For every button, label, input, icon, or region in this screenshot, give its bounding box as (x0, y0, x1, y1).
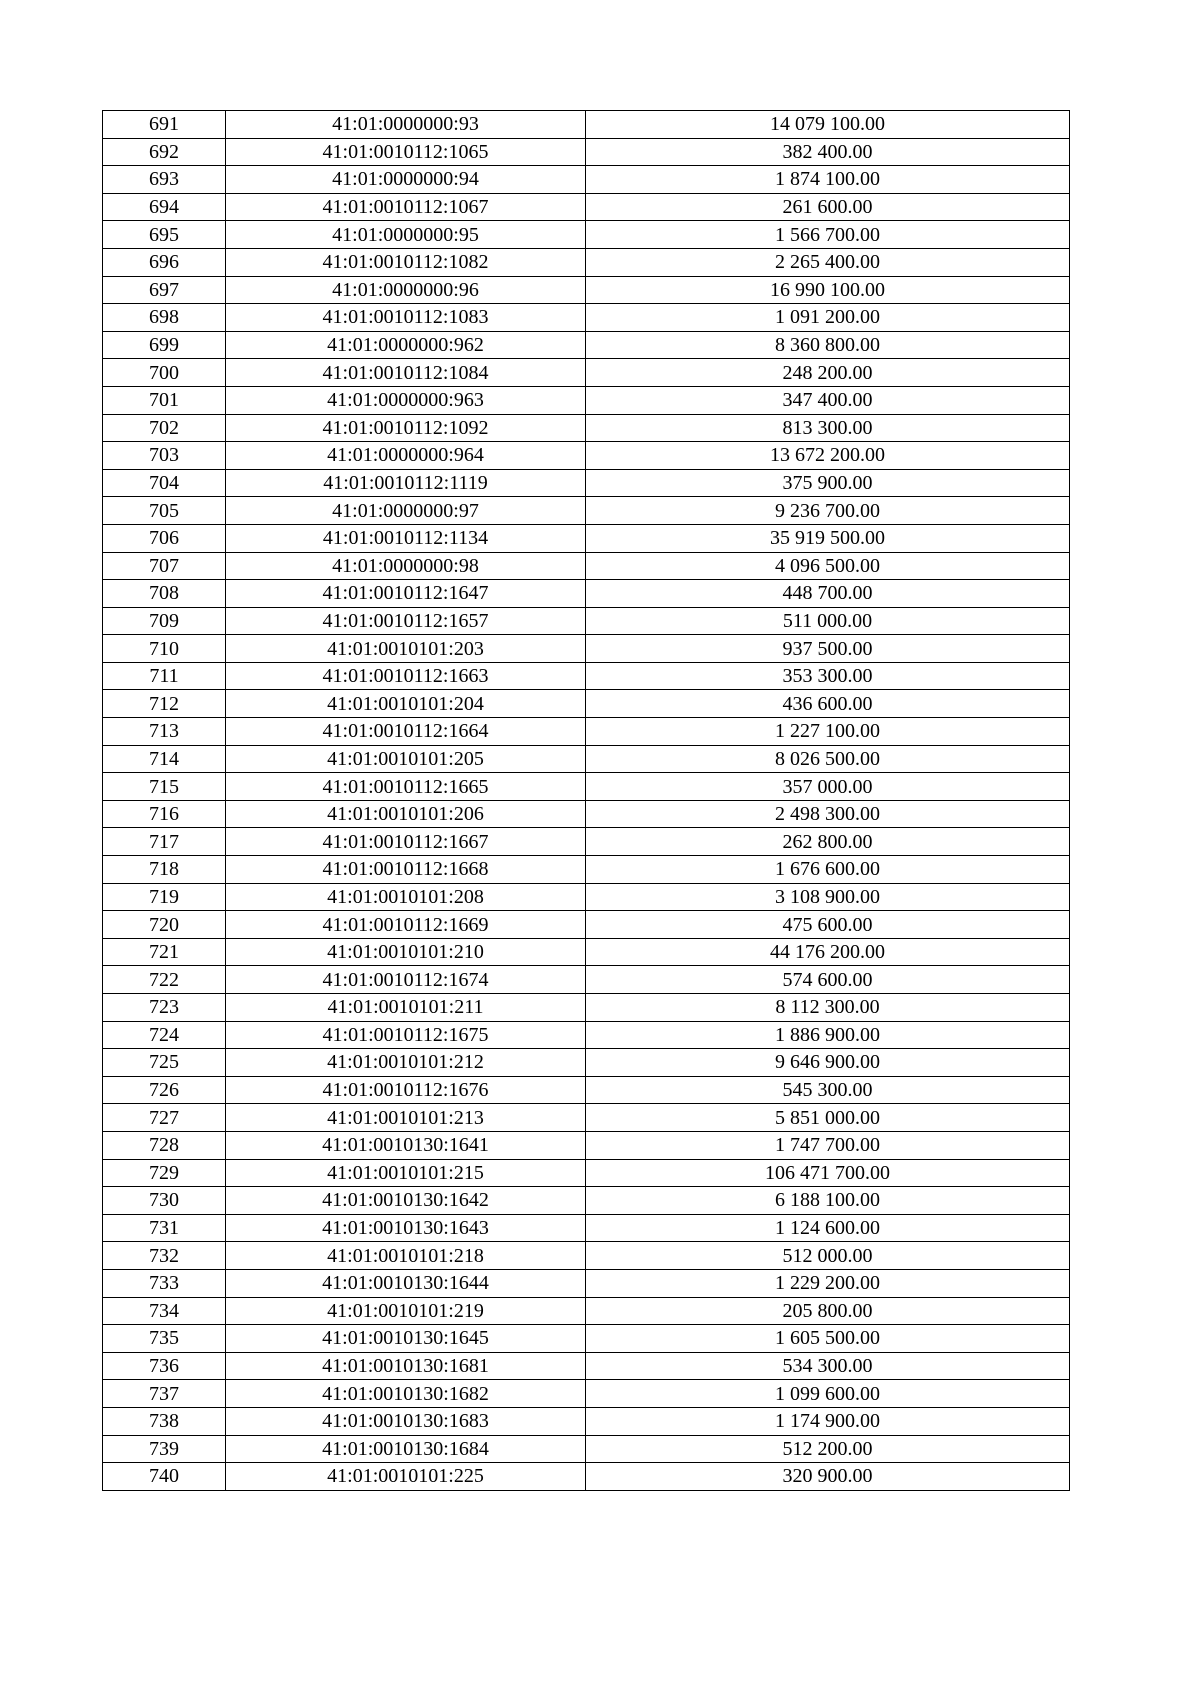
row-number-cell: 710 (103, 635, 226, 663)
table-row (103, 745, 1070, 773)
table-row (103, 1325, 1070, 1353)
row-number-cell: 708 (103, 580, 226, 608)
cadastral-number-cell: 41:01:0010112:1667 (226, 828, 586, 856)
table-row (103, 773, 1070, 801)
cadastral-number-cell: 41:01:0000000:96 (226, 276, 586, 304)
row-number-cell: 717 (103, 828, 226, 856)
value-cell: 436 600.00 (586, 690, 1070, 718)
value-cell: 13 672 200.00 (586, 442, 1070, 470)
cadastral-number-cell: 41:01:0010112:1665 (226, 773, 586, 801)
table-row (103, 1297, 1070, 1325)
value-cell: 1 605 500.00 (586, 1325, 1070, 1353)
cadastral-number-cell: 41:01:0010112:1674 (226, 966, 586, 994)
value-cell: 512 200.00 (586, 1435, 1070, 1463)
value-cell: 6 188 100.00 (586, 1187, 1070, 1215)
cadastral-number-cell: 41:01:0010101:213 (226, 1104, 586, 1132)
cadastral-number-cell: 41:01:0010130:1683 (226, 1407, 586, 1435)
row-number-cell: 730 (103, 1187, 226, 1215)
cadastral-number-cell: 41:01:0010101:205 (226, 745, 586, 773)
value-cell: 1 229 200.00 (586, 1269, 1070, 1297)
row-number-cell: 711 (103, 662, 226, 690)
row-number-cell: 698 (103, 304, 226, 332)
table-row (103, 1131, 1070, 1159)
value-cell: 574 600.00 (586, 966, 1070, 994)
cadastral-number-cell: 41:01:0010112:1668 (226, 856, 586, 884)
cadastral-number-cell: 41:01:0010130:1681 (226, 1352, 586, 1380)
table-row (103, 1407, 1070, 1435)
cadastral-number-cell: 41:01:0010112:1092 (226, 414, 586, 442)
row-number-cell: 726 (103, 1076, 226, 1104)
row-number-cell: 728 (103, 1131, 226, 1159)
row-number-cell: 693 (103, 166, 226, 194)
cadastral-number-cell: 41:01:0010101:206 (226, 800, 586, 828)
row-number-cell: 723 (103, 994, 226, 1022)
row-number-cell: 692 (103, 138, 226, 166)
row-number-cell: 709 (103, 607, 226, 635)
table-row (103, 690, 1070, 718)
table-row (103, 1269, 1070, 1297)
value-cell: 35 919 500.00 (586, 524, 1070, 552)
table-row (103, 1159, 1070, 1187)
row-number-cell: 703 (103, 442, 226, 470)
cadastral-number-cell: 41:01:0010130:1644 (226, 1269, 586, 1297)
table-row (103, 828, 1070, 856)
value-cell: 1 874 100.00 (586, 166, 1070, 194)
row-number-cell: 724 (103, 1021, 226, 1049)
cadastral-number-cell: 41:01:0010101:225 (226, 1463, 586, 1491)
value-cell: 1 174 900.00 (586, 1407, 1070, 1435)
table-row (103, 497, 1070, 525)
table-row (103, 662, 1070, 690)
value-cell: 448 700.00 (586, 580, 1070, 608)
cadastral-number-cell: 41:01:0010101:204 (226, 690, 586, 718)
cadastral-number-cell: 41:01:0010130:1645 (226, 1325, 586, 1353)
table-row (103, 580, 1070, 608)
row-number-cell: 702 (103, 414, 226, 442)
value-cell: 382 400.00 (586, 138, 1070, 166)
table-row (103, 111, 1070, 139)
table-row (103, 276, 1070, 304)
table-row (103, 524, 1070, 552)
row-number-cell: 739 (103, 1435, 226, 1463)
row-number-cell: 719 (103, 883, 226, 911)
value-cell: 106 471 700.00 (586, 1159, 1070, 1187)
table-row (103, 414, 1070, 442)
cadastral-number-cell: 41:01:0010130:1643 (226, 1214, 586, 1242)
row-number-cell: 699 (103, 331, 226, 359)
table-row (103, 607, 1070, 635)
table-row (103, 1214, 1070, 1242)
value-cell: 44 176 200.00 (586, 938, 1070, 966)
table-row (103, 800, 1070, 828)
cadastral-number-cell: 41:01:0010130:1684 (226, 1435, 586, 1463)
value-cell: 475 600.00 (586, 911, 1070, 939)
row-number-cell: 704 (103, 469, 226, 497)
value-cell: 5 851 000.00 (586, 1104, 1070, 1132)
cadastral-number-cell: 41:01:0000000:97 (226, 497, 586, 525)
cadastral-number-cell: 41:01:0010112:1067 (226, 193, 586, 221)
value-cell: 1 124 600.00 (586, 1214, 1070, 1242)
value-cell: 205 800.00 (586, 1297, 1070, 1325)
value-cell: 1 676 600.00 (586, 856, 1070, 884)
table-row (103, 1076, 1070, 1104)
row-number-cell: 722 (103, 966, 226, 994)
value-cell: 261 600.00 (586, 193, 1070, 221)
table-row (103, 1352, 1070, 1380)
row-number-cell: 712 (103, 690, 226, 718)
row-number-cell: 696 (103, 248, 226, 276)
value-cell: 937 500.00 (586, 635, 1070, 663)
row-number-cell: 718 (103, 856, 226, 884)
table-row (103, 552, 1070, 580)
value-cell: 320 900.00 (586, 1463, 1070, 1491)
row-number-cell: 705 (103, 497, 226, 525)
cadastral-number-cell: 41:01:0010130:1642 (226, 1187, 586, 1215)
value-cell: 16 990 100.00 (586, 276, 1070, 304)
cadastral-number-cell: 41:01:0000000:962 (226, 331, 586, 359)
table-row (103, 1242, 1070, 1270)
table-row (103, 1463, 1070, 1491)
row-number-cell: 731 (103, 1214, 226, 1242)
row-number-cell: 715 (103, 773, 226, 801)
table-row (103, 248, 1070, 276)
table-row (103, 166, 1070, 194)
value-cell: 4 096 500.00 (586, 552, 1070, 580)
row-number-cell: 734 (103, 1297, 226, 1325)
cadastral-number-cell: 41:01:0010112:1669 (226, 911, 586, 939)
table-row (103, 856, 1070, 884)
table-row (103, 138, 1070, 166)
cadastral-number-cell: 41:01:0000000:963 (226, 386, 586, 414)
cadastral-number-cell: 41:01:0000000:93 (226, 111, 586, 139)
table-row (103, 386, 1070, 414)
row-number-cell: 697 (103, 276, 226, 304)
value-cell: 353 300.00 (586, 662, 1070, 690)
table-row (103, 1049, 1070, 1077)
value-cell: 14 079 100.00 (586, 111, 1070, 139)
cadastral-number-cell: 41:01:0010101:219 (226, 1297, 586, 1325)
value-cell: 347 400.00 (586, 386, 1070, 414)
row-number-cell: 691 (103, 111, 226, 139)
cadastral-number-cell: 41:01:0000000:964 (226, 442, 586, 470)
value-cell: 3 108 900.00 (586, 883, 1070, 911)
cadastral-number-cell: 41:01:0010101:211 (226, 994, 586, 1022)
cadastral-number-cell: 41:01:0010112:1082 (226, 248, 586, 276)
table-row (103, 359, 1070, 387)
row-number-cell: 740 (103, 1463, 226, 1491)
row-number-cell: 720 (103, 911, 226, 939)
table-row (103, 1021, 1070, 1049)
row-number-cell: 706 (103, 524, 226, 552)
value-cell: 1 747 700.00 (586, 1131, 1070, 1159)
row-number-cell: 727 (103, 1104, 226, 1132)
row-number-cell: 716 (103, 800, 226, 828)
value-cell: 813 300.00 (586, 414, 1070, 442)
cadastral-number-cell: 41:01:0010101:210 (226, 938, 586, 966)
table-body (103, 111, 1070, 1491)
value-cell: 375 900.00 (586, 469, 1070, 497)
table-row (103, 1435, 1070, 1463)
cadastral-number-cell: 41:01:0010112:1675 (226, 1021, 586, 1049)
cadastral-number-cell: 41:01:0000000:95 (226, 221, 586, 249)
cadastral-number-cell: 41:01:0010112:1647 (226, 580, 586, 608)
table-row (103, 304, 1070, 332)
value-cell: 1 227 100.00 (586, 718, 1070, 746)
value-cell: 511 000.00 (586, 607, 1070, 635)
value-cell: 512 000.00 (586, 1242, 1070, 1270)
table-row (103, 442, 1070, 470)
row-number-cell: 736 (103, 1352, 226, 1380)
value-cell: 262 800.00 (586, 828, 1070, 856)
value-cell: 8 026 500.00 (586, 745, 1070, 773)
value-cell: 1 566 700.00 (586, 221, 1070, 249)
row-number-cell: 700 (103, 359, 226, 387)
table-row (103, 469, 1070, 497)
row-number-cell: 738 (103, 1407, 226, 1435)
cadastral-number-cell: 41:01:0010130:1682 (226, 1380, 586, 1408)
cadastral-number-cell: 41:01:0010101:212 (226, 1049, 586, 1077)
value-cell: 1 091 200.00 (586, 304, 1070, 332)
table-row (103, 635, 1070, 663)
value-cell: 8 360 800.00 (586, 331, 1070, 359)
cadastral-number-cell: 41:01:0010112:1663 (226, 662, 586, 690)
cadastral-number-cell: 41:01:0010101:203 (226, 635, 586, 663)
row-number-cell: 721 (103, 938, 226, 966)
cadastral-number-cell: 41:01:0010112:1664 (226, 718, 586, 746)
row-number-cell: 732 (103, 1242, 226, 1270)
cadastral-number-cell: 41:01:0010101:208 (226, 883, 586, 911)
value-cell: 534 300.00 (586, 1352, 1070, 1380)
cadastral-number-cell: 41:01:0010101:218 (226, 1242, 586, 1270)
table-row (103, 883, 1070, 911)
cadastral-number-cell: 41:01:0010112:1119 (226, 469, 586, 497)
row-number-cell: 694 (103, 193, 226, 221)
table-row (103, 1187, 1070, 1215)
value-cell: 9 236 700.00 (586, 497, 1070, 525)
row-number-cell: 735 (103, 1325, 226, 1353)
cadastral-number-cell: 41:01:0000000:98 (226, 552, 586, 580)
table-row (103, 966, 1070, 994)
table-row (103, 1380, 1070, 1408)
value-cell: 8 112 300.00 (586, 994, 1070, 1022)
row-number-cell: 729 (103, 1159, 226, 1187)
cadastral-number-cell: 41:01:0010101:215 (226, 1159, 586, 1187)
value-cell: 248 200.00 (586, 359, 1070, 387)
row-number-cell: 695 (103, 221, 226, 249)
row-number-cell: 725 (103, 1049, 226, 1077)
table-row (103, 938, 1070, 966)
table-row (103, 193, 1070, 221)
cadastral-number-cell: 41:01:0010130:1641 (226, 1131, 586, 1159)
table-row (103, 718, 1070, 746)
row-number-cell: 701 (103, 386, 226, 414)
value-cell: 357 000.00 (586, 773, 1070, 801)
cadastral-number-cell: 41:01:0010112:1676 (226, 1076, 586, 1104)
value-cell: 2 265 400.00 (586, 248, 1070, 276)
cadastral-number-cell: 41:01:0010112:1084 (226, 359, 586, 387)
value-cell: 1 099 600.00 (586, 1380, 1070, 1408)
cadastral-number-cell: 41:01:0010112:1657 (226, 607, 586, 635)
table-row (103, 1104, 1070, 1132)
cadastral-number-cell: 41:01:0010112:1065 (226, 138, 586, 166)
value-cell: 2 498 300.00 (586, 800, 1070, 828)
value-cell: 1 886 900.00 (586, 1021, 1070, 1049)
value-cell: 545 300.00 (586, 1076, 1070, 1104)
row-number-cell: 733 (103, 1269, 226, 1297)
table-row (103, 331, 1070, 359)
row-number-cell: 713 (103, 718, 226, 746)
table-row (103, 994, 1070, 1022)
cadastral-value-table (102, 110, 1070, 1491)
row-number-cell: 707 (103, 552, 226, 580)
cadastral-number-cell: 41:01:0010112:1134 (226, 524, 586, 552)
row-number-cell: 714 (103, 745, 226, 773)
cadastral-number-cell: 41:01:0010112:1083 (226, 304, 586, 332)
table-row (103, 911, 1070, 939)
table-row (103, 221, 1070, 249)
row-number-cell: 737 (103, 1380, 226, 1408)
cadastral-number-cell: 41:01:0000000:94 (226, 166, 586, 194)
value-cell: 9 646 900.00 (586, 1049, 1070, 1077)
